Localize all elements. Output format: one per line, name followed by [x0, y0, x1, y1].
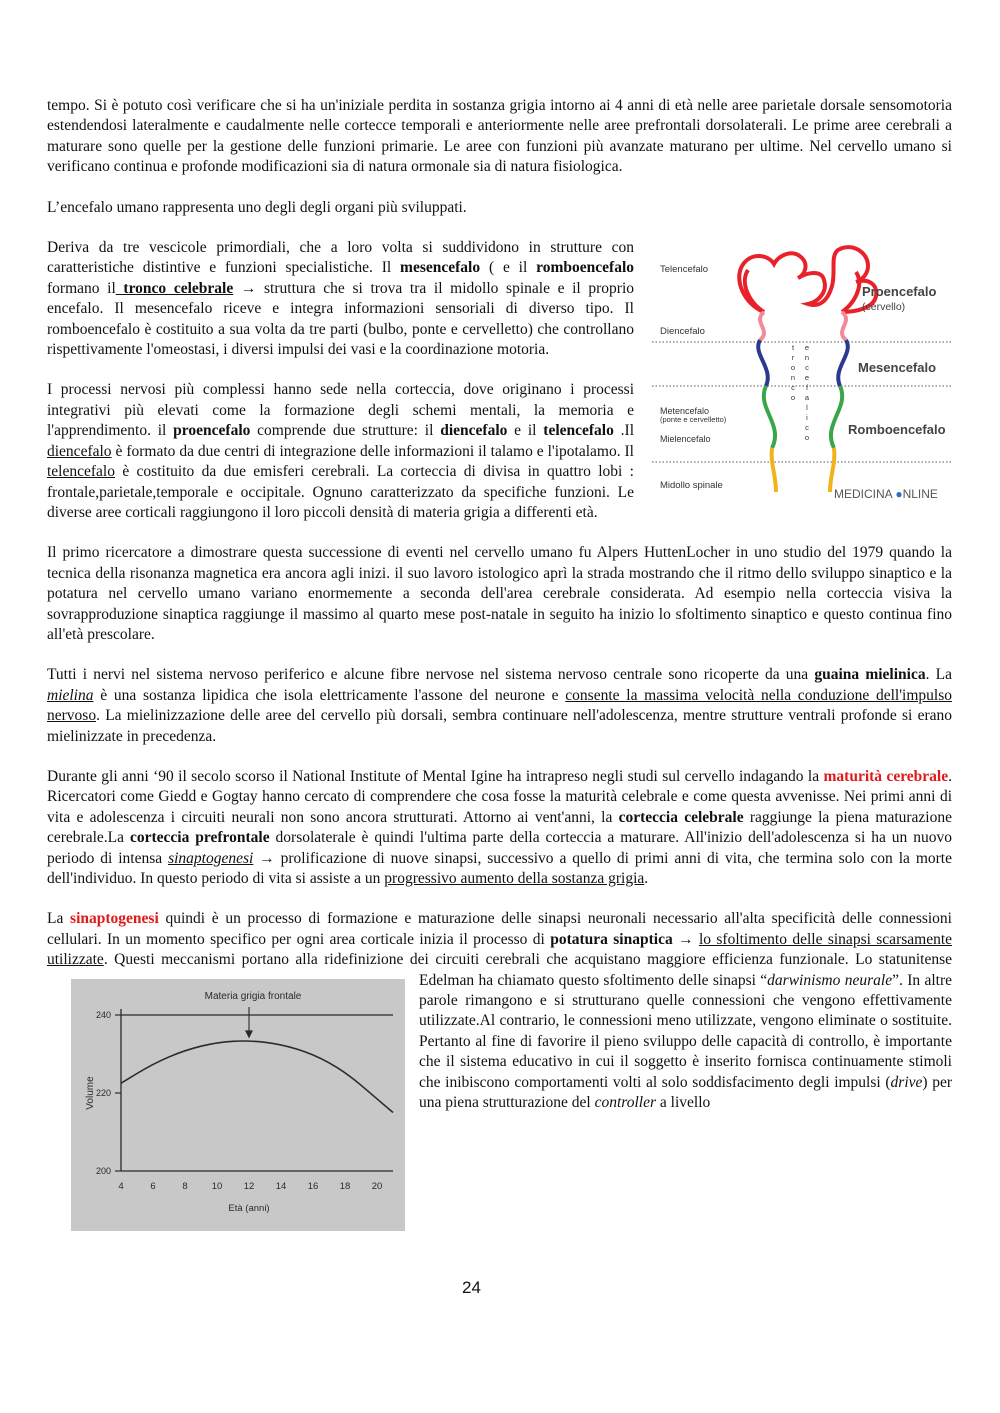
- label-midollo: Midollo spinale: [660, 480, 723, 492]
- x-tick-label: 12: [243, 1180, 255, 1192]
- x-tick-label: 14: [275, 1180, 287, 1192]
- diencefalo-shape: [760, 312, 846, 340]
- mesencefalo-shape: [758, 340, 848, 386]
- label-mesencefalo: Mesencefalo: [858, 360, 937, 376]
- gray-matter-figure: [71, 979, 405, 1231]
- label-metencefalo-sub: (ponte e cervelletto): [660, 415, 727, 425]
- brain-figure: [652, 238, 952, 516]
- x-axis-label: Età (anni): [228, 1202, 270, 1214]
- label-metencefalo: Metencefalo: [660, 406, 710, 417]
- label-proencefalo: Proencefalo: [862, 284, 937, 300]
- romboencefalo-shape: [764, 386, 842, 448]
- paragraph-2: L’encefalo umano rappresenta uno degli degli organi più sviluppati.: [47, 198, 467, 216]
- brain-diagram: [652, 238, 952, 516]
- y-axis-label: Volume: [85, 1075, 96, 1110]
- y-tick-label: 220: [95, 1087, 111, 1098]
- vertical-label-1: t r o n c o: [790, 343, 796, 403]
- label-mielencefalo: Mielencefalo: [660, 434, 711, 445]
- x-tick-label: 4: [118, 1180, 124, 1192]
- y-tick-label: 240: [95, 1009, 111, 1020]
- label-romboencefalo: Romboencefalo: [848, 422, 946, 438]
- paragraph-3: Deriva da tre vescicole primordiali, che a loro volta si suddividono in strutture con caratteristiche distintive e funzioni specialistiche. Il mesencefalo ( e il romboencefalo formano il tronco celebrale → struttura che si trova tra il midollo spinale e il proprio encefalo. Il mesencefalo riceve e integra informazioni sensoriali di diverso tipo. Il romboencefalo è costituito a sua volta da tre parti (bulbo, ponte e cervelletto) che controllano rispettivamente l'omeostasi, i diversi impulsi dei vasi e la coordinazione motoria.: [47, 239, 635, 359]
- paragraph-8: La sinaptogenesi quindi è un processo di formazione e maturazione delle sinapsi neuronali necessario all'alta specificità delle connessioni cellulari. In un momento specifico per ogni area corticale inizia il processo di potatura sinaptica → lo sfoltimento delle sinapsi scarsamente utilizzate. Questi meccanismi portano alla ridefinizione dei circuiti cerebrali che acquistano maggiore efficienza funzionale. Lo statunitense Edelman ha chiamato questo sfoltimento delle sinapsi “ Materia grigia frontale 200 220 240 4 6 8 10 12 14 16 18 20 Volume Età (anni) darwinismo neurale”. In altre parole rimangono e si strutturano quelle connessioni che vengono effettivamente utilizzate.Al contrario, le connessioni meno utilizzate, vengono eliminate o sostituite. Pertanto al fine di favorire il pieno sviluppo delle capacità di controllo, è importante che il sistema educativo in cui il soggetto è inserito fornisca continuamente stimoli che inibiscono comportamenti volti al solo soddisfacimento degli impulsi (drive) per una piena strutturazione del controller a livello: [47, 909, 952, 1113]
- paragraph-4: I processi nervosi più complessi hanno sede nella corteccia, dove originano i processi integrativi più elevati come la formazione degli schemi mentali, la memoria e l'apprendimento. il proencefalo comprende due strutture: il diencefalo e il telencefalo .Il diencefalo è formato da due centri di integrazione delle informazioni il talamo e l'ipotalamo. Il telencefalo è costituito da due emisferi cerebrali. La corteccia di divisa in quattro lobi : frontale,parietale,temporale e occipitale. Ognuno caratterizzato da specifiche funzioni. Le diverse aree corticali raggiungono il loro piccoli densità di materia grigia a differenti età.: [47, 381, 635, 521]
- label-telencefalo: Telencefalo: [660, 264, 709, 276]
- paragraph-5: Il primo ricercatore a dimostrare questa successione di eventi nel cervello umano fu Alpers HuttenLocher in uno studio del 1979 quando la tecnica della risonanza magnetica era ancora agli inizi. il suo lavoro istologico aprì la strada mostrando che il ritmo dello sviluppo sinaptico e la potatura nel cervello umano variano enormemente a seconda dell'area cerebrale considerata. Ad esempio nella corteccia visiva la sovrapproduzione sinaptica raggiunge il massimo al quarto mese post-natale in seguito ha inizio lo sfoltimento sinaptico e questo continua fino all'età prescolare.: [47, 544, 952, 643]
- series-curve: [121, 1041, 393, 1113]
- x-tick-label: 8: [182, 1180, 188, 1192]
- page-number: 24: [462, 1278, 481, 1297]
- label-diencefalo: Diencefalo: [660, 326, 705, 338]
- telencefalo-shape: [739, 247, 876, 312]
- vertical-label-2: e n c e f a l i c o: [804, 343, 810, 443]
- paragraph-6: Tutti i nervi nel sistema nervoso periferico e alcune fibre nervose nel sistema nervoso centrale sono ricoperte da una guaina mielinica. La mielina è una sostanza lipidica che isola elettricamente l'assone del neurone e consente la massima velocità nella conduzione dell'impulso nervoso. La mielinizzazione delle aree del cervello più dorsali, sembra continuare nell'adolescenza, mentre strutture ventrali profonde si erano mielinizzate in precedenza.: [47, 666, 952, 745]
- page-content: [47, 96, 952, 1231]
- x-tick-label: 18: [339, 1180, 351, 1192]
- x-tick-label: 10: [211, 1180, 223, 1192]
- midollo-shape: [772, 448, 835, 492]
- chart-title: Materia grigia frontale: [204, 990, 302, 1002]
- peak-arrow-head: [245, 1030, 253, 1038]
- y-tick-label: 200: [95, 1165, 111, 1176]
- x-tick-label: 20: [371, 1180, 383, 1192]
- gray-matter-chart: [71, 979, 405, 1231]
- paragraph-7: Durante gli anni ‘90 il secolo scorso il National Institute of Mental Igine ha intrapreso negli studi sul cervello indagando la maturità cerebrale. Ricercatori come Giedd e Gogtay hanno cercato di comprendere che cosa fosse la maturità celebrale e come questa avvenisse. Nei primi anni di vita e adolescenza i circuiti neurali non sono ancora strutturati. Attorno ai vent'anni, la corteccia celebrale raggiunge la piena maturazione cerebrale.La corteccia prefrontale dorsolaterale è quindi l'ultima parte della corteccia a maturare. All'inizio dell'adolescenza si ha un nuovo periodo di intensa sinaptogenesi → prolificazione di nuove sinapsi, successivo a quello di primi anni di vita, che termina solo con la morte dell'individuo. In questo periodo di vita si assiste a un progressivo aumento della sostanza grigia.: [47, 767, 952, 887]
- label-proencefalo-sub: (cervello): [862, 301, 906, 314]
- x-tick-label: 16: [307, 1180, 319, 1192]
- x-tick-label: 6: [150, 1180, 156, 1192]
- paragraph-1: tempo. Si è potuto così verificare che si ha un'iniziale perdita in sostanza grigia intorno ai 4 anni di età nelle aree parietale dorsale sensomotoria estendendosi lateralmente e caudalmente nelle cortecce temporali e anteriormente nelle aree prefrontali dorsolaterali. Le prime aree cerebrali a maturare sono quelle per la gestione delle funzioni primarie. Le aree con funzioni più avanzate maturano per ultime. Nel cervello umano si verificano continua e profonde modificazioni sia di natura ormonale sia di natura fisiologica.: [47, 97, 952, 176]
- logo-text: MEDICINA ●NLINE: [834, 487, 938, 502]
